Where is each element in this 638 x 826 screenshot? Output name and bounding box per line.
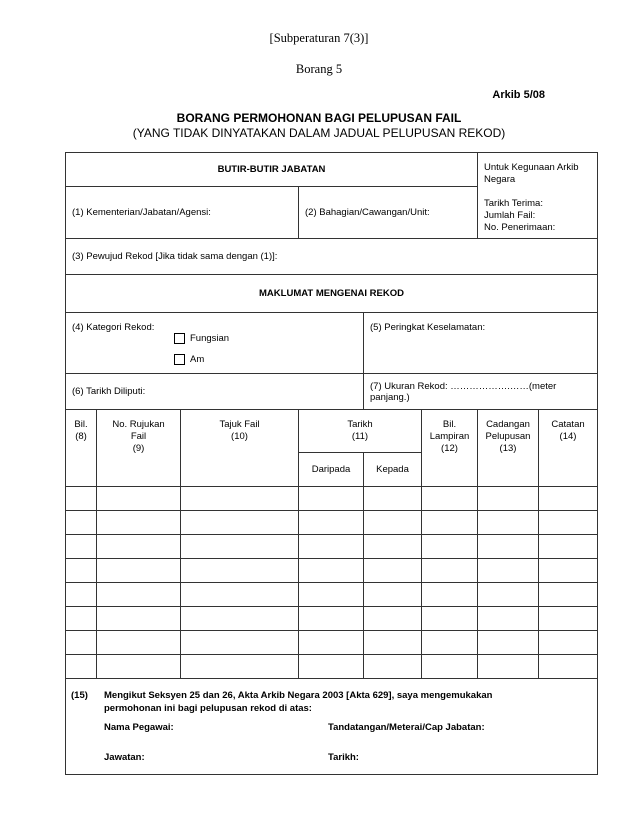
date-label: Tarikh:: [328, 752, 359, 763]
col-file-title-line2: (10): [231, 431, 248, 442]
table-cell[interactable]: [478, 535, 539, 559]
am-checkbox[interactable]: [174, 354, 185, 365]
division-label: (2) Bahagian/Cawangan/Unit:: [305, 207, 430, 218]
col-bil: [66, 410, 97, 487]
table-cell[interactable]: [422, 511, 478, 535]
signature-label: Tandatangan/Meterai/Cap Jabatan:: [328, 722, 485, 733]
col-bil-line1: Bil.: [74, 419, 88, 430]
col-date-to: Kepada: [364, 453, 422, 487]
table-cell[interactable]: [299, 607, 364, 631]
table-cell[interactable]: [299, 511, 364, 535]
col-date: [299, 410, 422, 453]
col-file-title-line1: Tajuk Fail: [219, 419, 260, 430]
table-cell[interactable]: [66, 511, 97, 535]
table-row: [66, 655, 598, 679]
col-attachments-line3: (12): [441, 443, 458, 454]
table-cell[interactable]: [66, 559, 97, 583]
table-row: [66, 535, 598, 559]
application-form-table: [65, 152, 598, 775]
table-cell[interactable]: [97, 511, 181, 535]
table-cell[interactable]: [181, 559, 299, 583]
form-subtitle: (YANG TIDAK DINYATAKAN DALAM JADUAL PELUPUSAN REKOD): [132, 126, 506, 140]
table-cell[interactable]: [364, 583, 422, 607]
col-attachments-line2: Lampiran: [429, 431, 470, 442]
table-cell[interactable]: [66, 535, 97, 559]
table-cell[interactable]: [299, 583, 364, 607]
table-cell[interactable]: [364, 655, 422, 679]
table-cell[interactable]: [422, 607, 478, 631]
col-date-line2: (11): [351, 431, 369, 442]
table-cell[interactable]: [66, 487, 97, 511]
record-creator-field[interactable]: [66, 239, 598, 275]
option-am[interactable]: [174, 354, 204, 365]
table-cell[interactable]: [422, 631, 478, 655]
record-creator-label: (3) Pewujud Rekod [Jika tidak sama dengan (1)]:: [72, 251, 278, 262]
table-cell[interactable]: [422, 655, 478, 679]
table-cell[interactable]: [478, 631, 539, 655]
col-bil-line2: (8): [75, 431, 87, 442]
form-number: Borang 5: [295, 62, 343, 76]
col-file-ref-line3: (9): [132, 443, 145, 454]
col-file-title: [181, 410, 299, 487]
ministry-label: (1) Kementerian/Jabatan/Agensi:: [72, 207, 211, 218]
table-cell[interactable]: [97, 631, 181, 655]
table-cell[interactable]: [299, 487, 364, 511]
office-use-file-count: Jumlah Fail:: [484, 210, 536, 221]
table-cell[interactable]: [299, 535, 364, 559]
table-cell[interactable]: [539, 631, 598, 655]
record-size-label: (7) Ukuran Rekod: ……………….……(meter panjang.): [370, 380, 557, 403]
table-cell[interactable]: [539, 607, 598, 631]
option-fungsian[interactable]: [174, 333, 229, 344]
table-cell[interactable]: [181, 535, 299, 559]
office-use-cell: [478, 153, 598, 239]
col-file-ref-line1: No. Rujukan: [112, 419, 165, 430]
office-use-date-received: Tarikh Terima:: [484, 198, 543, 209]
col-notes-line1: Catatan: [551, 419, 585, 430]
table-cell[interactable]: [299, 559, 364, 583]
col-date-from: Daripada: [299, 453, 364, 487]
table-cell[interactable]: [97, 607, 181, 631]
date-covered-label: (6) Tarikh Diliputi:: [72, 386, 146, 397]
security-level-label: (5) Peringkat Keselamatan:: [370, 322, 486, 333]
table-row: [66, 583, 598, 607]
record-category-field: [66, 313, 364, 374]
col-disposal-line3: (13): [499, 443, 517, 454]
col-disposal-line1: Cadangan: [486, 419, 530, 430]
table-cell[interactable]: [181, 583, 299, 607]
position-label: Jawatan:: [104, 752, 145, 763]
table-cell[interactable]: [478, 607, 539, 631]
table-cell[interactable]: [364, 607, 422, 631]
table-cell[interactable]: [66, 631, 97, 655]
form-title: BORANG PERMOHONAN BAGI PELUPUSAN FAIL: [176, 111, 462, 125]
table-cell[interactable]: [299, 631, 364, 655]
table-cell[interactable]: [181, 631, 299, 655]
col-attachments-line1: Bil.: [442, 419, 457, 430]
declaration-number: (15): [71, 690, 88, 701]
declaration-line2: permohonan ini bagi pelupusan rekod di atas:: [104, 703, 312, 714]
col-notes: [539, 410, 598, 487]
col-date-line1: Tarikh: [347, 419, 373, 430]
table-cell[interactable]: [422, 535, 478, 559]
table-row: [66, 487, 598, 511]
fungsian-label: Fungsian: [190, 333, 230, 345]
regulation-ref: [Subperaturan 7(3)]: [269, 31, 369, 45]
archive-ref: Arkib 5/08: [492, 89, 545, 101]
fungsian-checkbox[interactable]: [174, 333, 185, 344]
department-details-heading: BUTIR-BUTIR JABATAN: [66, 153, 478, 187]
table-cell[interactable]: [364, 511, 422, 535]
record-category-label: (4) Kategori Rekod:: [72, 322, 155, 333]
security-level-field[interactable]: [364, 313, 598, 374]
col-attachments: [422, 410, 478, 487]
table-cell[interactable]: [422, 583, 478, 607]
table-cell[interactable]: [478, 655, 539, 679]
table-cell[interactable]: [478, 511, 539, 535]
table-cell[interactable]: [539, 655, 598, 679]
table-cell[interactable]: [66, 583, 97, 607]
col-file-ref-line2: Fail: [130, 431, 147, 442]
table-row: [66, 559, 598, 583]
table-cell[interactable]: [364, 487, 422, 511]
table-cell[interactable]: [422, 559, 478, 583]
office-use-receipt-no: No. Penerimaan:: [484, 222, 556, 233]
table-cell[interactable]: [97, 535, 181, 559]
table-cell[interactable]: [364, 535, 422, 559]
declaration-section: [66, 679, 598, 775]
table-cell[interactable]: [97, 559, 181, 583]
date-covered-field[interactable]: [66, 374, 364, 410]
table-row: [66, 607, 598, 631]
table-cell[interactable]: [299, 655, 364, 679]
record-size-field[interactable]: [364, 374, 598, 410]
table-cell[interactable]: [97, 655, 181, 679]
table-cell[interactable]: [478, 559, 539, 583]
table-cell[interactable]: [364, 559, 422, 583]
ministry-field[interactable]: [66, 187, 299, 239]
table-cell[interactable]: [66, 655, 97, 679]
table-cell[interactable]: [539, 487, 598, 511]
table-cell[interactable]: [181, 487, 299, 511]
table-cell[interactable]: [97, 583, 181, 607]
am-label: Am: [190, 354, 205, 366]
table-cell[interactable]: [181, 655, 299, 679]
table-row: [66, 631, 598, 655]
record-info-heading: MAKLUMAT MENGENAI REKOD: [66, 275, 598, 313]
table-cell[interactable]: [478, 583, 539, 607]
col-file-ref: [97, 410, 181, 487]
table-cell[interactable]: [181, 607, 299, 631]
table-cell[interactable]: [364, 631, 422, 655]
col-disposal-line2: Pelupusan: [485, 431, 531, 442]
table-cell[interactable]: [539, 511, 598, 535]
table-cell[interactable]: [66, 607, 97, 631]
table-cell[interactable]: [539, 583, 598, 607]
col-notes-line2: (14): [559, 431, 577, 442]
table-row: [66, 511, 598, 535]
officer-name-label: Nama Pegawai:: [104, 722, 174, 733]
table-cell[interactable]: [97, 487, 181, 511]
table-cell[interactable]: [539, 535, 598, 559]
table-cell[interactable]: [422, 487, 478, 511]
office-use-heading: Untuk Kegunaan Arkib Negara: [484, 162, 579, 185]
division-field[interactable]: [299, 187, 478, 239]
table-cell[interactable]: [478, 487, 539, 511]
declaration-line1: Mengikut Seksyen 25 dan 26, Akta Arkib Negara 2003 [Akta 629], saya mengemukakan: [104, 690, 493, 701]
table-cell[interactable]: [181, 511, 299, 535]
table-cell[interactable]: [539, 559, 598, 583]
col-disposal: [478, 410, 539, 487]
